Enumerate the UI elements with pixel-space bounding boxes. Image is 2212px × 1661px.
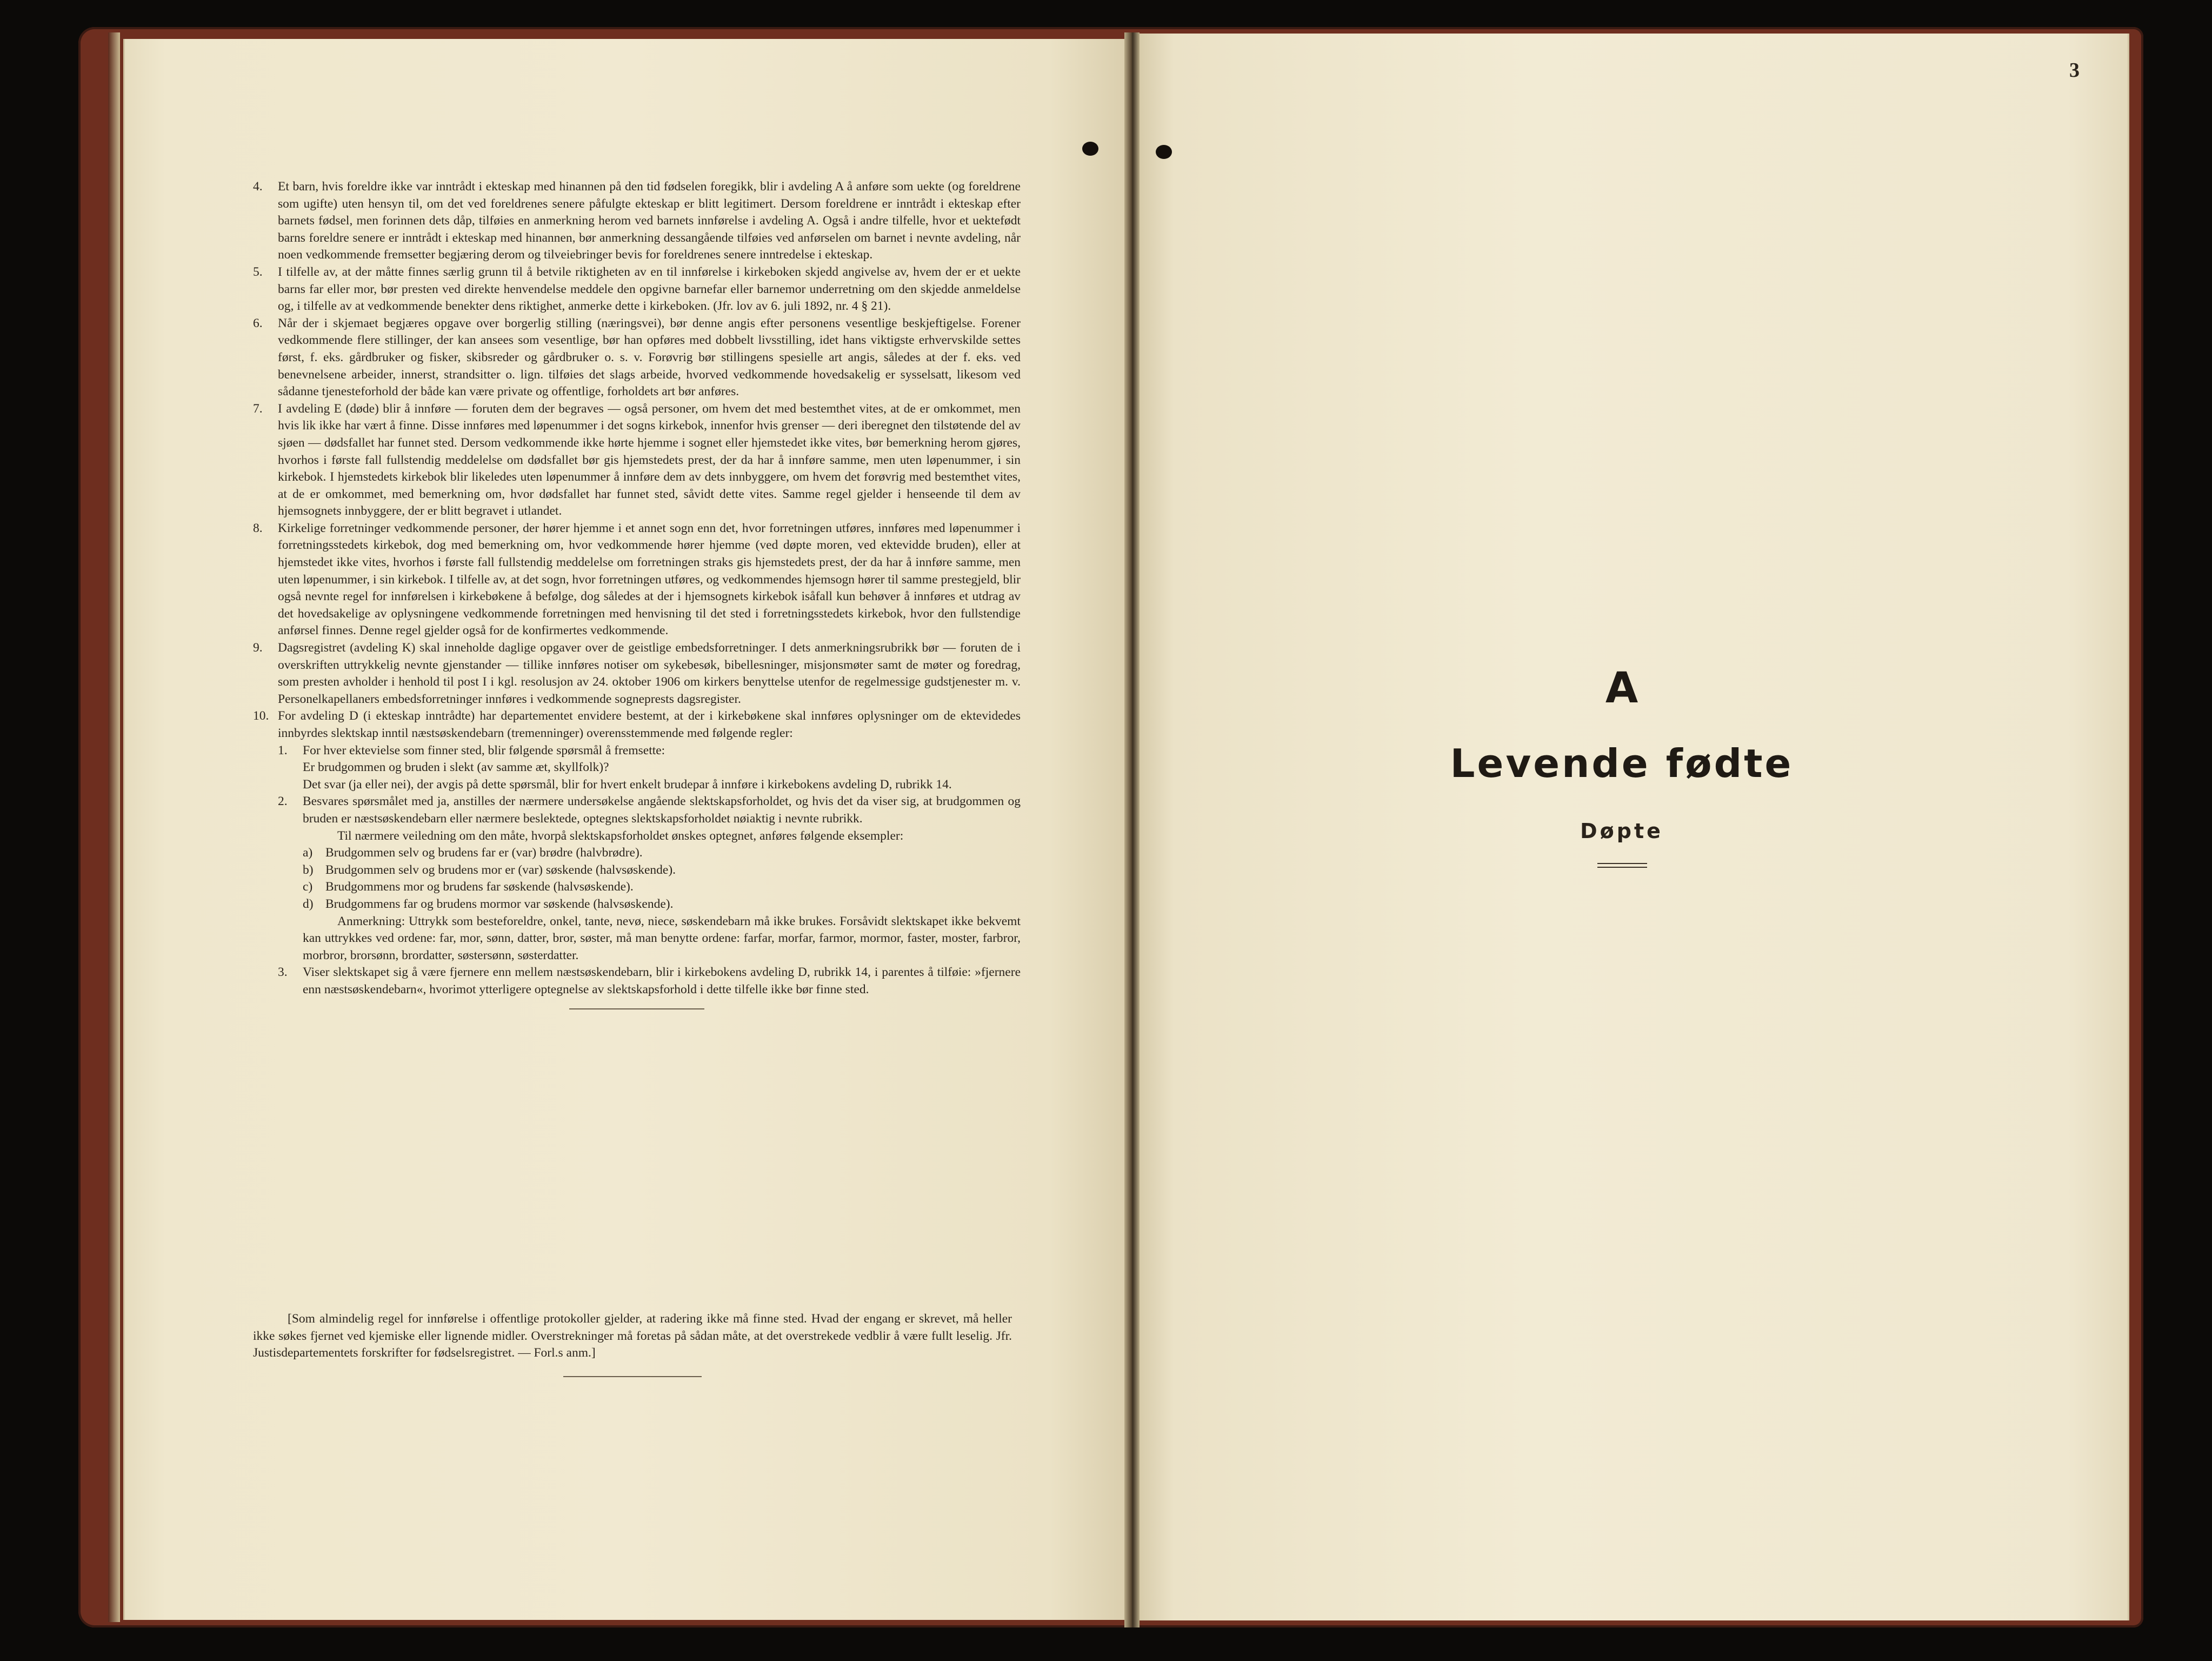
example-item: b) Brudgommen selv og brudens mor er (var) søskende (halvsøskende). <box>303 862 676 877</box>
example-item: a) Brudgommen selv og brudens far er (var) brødre (halvbrødre). <box>303 846 643 860</box>
anmerkning-text: Anmerkning: Uttrykk som besteforeldre, onkel, tante, nevø, niece, søskendebarn må ikke brukes. Forsåvidt slektskapet ikke bekvemt kan uttrykkes ved ordene: far, mor, sønn, datter, bror, søster, må man benytte ordene: farfar, morfar, farmor, mormor, faster, moster, farbror, morbror, brorsønn, brordatter, søstersønn, søsterdatter. <box>303 914 1021 962</box>
sub-rule-3: 3. Viser slektskapet sig å være fjernere enn mellem næstsøskendebarn, blir i kirkebokens avdeling D, rubrikk 14, i parentes å tilføie: »fjernere enn næstsøskendebarn«, hvorimot ytterligere optegnelse av slektskapsforhold i dette tilfelle ikke bør finne sted. <box>278 965 1021 996</box>
example-item: d) Brudgommens far og brudens mormor var søskende (halvsøskende). <box>303 896 674 911</box>
page-edge <box>108 32 120 1622</box>
section-subtitle: Døpte <box>1580 819 1663 843</box>
rule-item: 4. Et barn, hvis foreldre ikke var inntrådt i ekteskap med hinannen på den tid fødselen foregikk, blir i avdeling A å anføre som uekte (og foreldrene som ugifte) uten hensyn til, om det ved foreldrenes senere påfulgte ekteskap er blitt legitimert. Dersom foreldrene er inntrådt i ekteskap efter barnets fødsel, men forinnen dets dåp, tilføies en anmerkning herom ved barnets innførelse i avdeling A. Også i andre tilfelle, hvor et uektefødt barns foreldre senere er inntrådt i ekteskap med hinannen, bør anmerkning dessangående tilføies ved anførselen om barnet i nevnte avdeling, når noen vedkommende fremsetter begjæring derom og tilveiebringer bevis for foreldrenes senere inntredelse i ekteskap. <box>253 180 1021 262</box>
section-title: Levende fødte <box>1450 741 1794 786</box>
sub-rule-2: 2. Besvares spørsmålet med ja, anstilles der nærmere undersøkelse angående slektskapsforholdet, og hvis det da viser sig, at brudgommen og bruden er næstsøskendebarn eller nærmere beslektede, optegnes slektskapsforholdet nøiaktig i nevnte rubrikk. Til nærmere veiledning om den måte, hvorpå slektskapsforholdet ønskes optegnet, anføres følgende eksempler: <box>278 794 1021 843</box>
binding-hole-left <box>1082 142 1098 156</box>
rule-item: 5. I tilfelle av, at der måtte finnes særlig grunn til å betvile riktigheten av en til innførelse i kirkeboken skjedd angivelse av, hvem der er et uekte barns far eller mor, bør presten ved direkte henvendelse meddele den opgivne barnefar eller barnemor underretning om den skjedde anmeldelse og, i tilfelle av at vedkommende benekter dens riktighet, anmerke dette i kirkeboken. (Jfr. lov av 6. juli 1892, nr. 4 § 21). <box>253 264 1021 314</box>
instructions-text <box>253 178 1021 1009</box>
section-letter: A <box>1605 664 1638 713</box>
divider-line <box>569 1008 704 1009</box>
binding-hole-right <box>1156 145 1172 159</box>
book-gutter <box>1124 32 1140 1627</box>
rule-item: 10. For avdeling D (i ekteskap inntrådte) har departementet envidere bestemt, at der i kirkebøkene skal innføres oplysninger om de ektevidedes innbyrdes slektskap inntil næstsøskendebarn (tremenninger) overensstemmende med følgende regler: <box>253 709 1021 740</box>
page-number: 3 <box>2069 59 2080 82</box>
divider-line <box>563 1376 702 1377</box>
sub-rule-1: 1. For hver ektevielse som finner sted, blir følgende spørsmål å fremsette: Er brudgommen og bruden i slekt (av samme æt, skyllfolk)? Det svar (ja eller nei), der avgis på dette spørsmål, blir for hvert enkelt brudepar å innføre i kirkebokens avdeling D, rubrikk 14. <box>278 743 952 792</box>
publisher-note: [Som almindelig regel for innførelse i offentlige protokoller gjelder, at radering ikke må finne sted. Hvad der engang er skrevet, må heller ikke søkes fjernet ved kjemiske eller lignende midler. Overstrekninger må foretas på sådan måte, at det overstrekede vedblir å være fullt leselig. Jfr. Justisdepartementets forskrifter for fødselsregistret. — Forl.s anm.] <box>253 1311 1012 1377</box>
rule-item: 8. Kirkelige forretninger vedkommende personer, der hører hjemme i et annet sogn enn det, hvor forretningen utføres, innføres med løpenummer i forretningsstedets kirkebok, dog med bemerkning om, hvor vedkommende hører hjemme (ved døpte moren, ved ektevidde bruden), eller at hjemstedet ikke vites, hvorhos i første fall fullstendig meddelelse om forretningen straks gis hjemstedets prest, der da har å innføre samme, men uten løpenummer, i sin kirkebok. I tilfelle av, at det sogn, hvor forretningen utføres, og vedkommendes hjemsogn hører til samme prestegjeld, blir også nevnte regel for innførelsen i kirkebøkene å befølge, dog således at der i hjemsognets kirkebok isåfall kun behøver å innføres et utdrag av det hovedsakelige av oplysningene vedkommende forretningen med henvisning til det sted i forretningsstedets kirkebok, hvor den fullstendige anførsel finnes. Denne regel gjelder også for de konfirmertes vedkommende. <box>253 521 1021 638</box>
rule-item: 6. Når der i skjemaet begjæres opgave over borgerlig stilling (næringsvei), bør denne angis efter personens vesentlige beskjeftigelse. Forener vedkommende flere stillinger, der kan ansees som vesentlige, bør han opføres med dobbelt livsstilling, idet hans viktigste erhvervskilde settes først, f. eks. gårdbruker og fisker, skibsreder og gårdbruker o. s. v. Forøvrig bør stillingens spesielle art angis, således at der f. eks. ved benevnelsene arbeider, innerst, strandsitter o. lign. tilføies det slags arbeide, hvorved vedkommende hovedsakelig er sysselsatt, likesom ved sådanne tjenesteforhold der både kan være private og offentlige, forholdets art bør anføres. <box>253 316 1021 399</box>
rule-item: 9. Dagsregistret (avdeling K) skal inneholde daglige opgaver over de geistlige embedsforretninger. I dets anmerkningsrubrikk bør — foruten de i overskriften uttrykkelig nevnte gjenstander — tillike innføres notiser om sykebesøk, bibellesninger, misjonsmøter samt de møter og foredrag, som presten avholder i henhold til post I i kgl. resolusjon av 24. oktober 1906 om kirkers benyttelse utenfor de regelmessige gudstjenester m. v. Personelkapellaners embedsforretninger innføres i vedkommende sogneprests dagsregister. <box>253 641 1021 706</box>
section-rule <box>1597 863 1647 868</box>
rule-item: 7. I avdeling E (døde) blir å innføre — foruten dem der begraves — også personer, om hvem det med bestemthet vites, at de er omkommet, men hvis lik ikke har vært å finne. Disse innføres med løpenummer i det sogns kirkebok, innenfor hvis grenser — deri iberegnet den tilstøtende del av sjøen — dødsfallet har funnet sted. Dersom vedkommende ikke hørte hjemme i sognet eller hjemstedet ikke vites, bør bemerkning herom gjøres, hvorhos i første fall fullstendig meddelelse om dødsfallet bør gis hjemstedets prest, der da har å innføre samme, men uten løpenummer, i sin kirkebok. I hjemstedets kirkebok blir likeledes uten løpenummer å innføre dem av dets innbyggere, om hvem det forøvrig med bestemthet vites, at de er omkommet, med bemerkning om, hvor dødsfallet har funnet sted, såvidt dette vites. Samme regel gjelder i henseende til dem av hjemsognets innbyggere, der er blitt begravet i utlandet. <box>253 401 1021 519</box>
example-item: c) Brudgommens mor og brudens far søskende (halvsøskende). <box>303 880 634 894</box>
